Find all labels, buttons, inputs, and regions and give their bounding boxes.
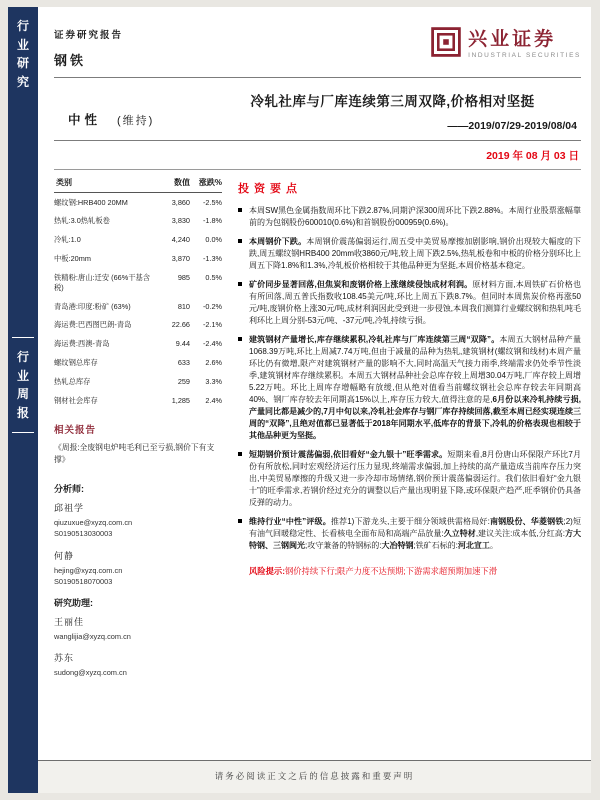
text-segment: 推荐1)下游龙头,主要于细分领域供需格局好:: [330, 517, 490, 526]
row-label: 海运费:西澳-青岛: [54, 339, 110, 349]
title-block: [54, 78, 581, 141]
table-row: [54, 372, 222, 391]
report-date: 2019 年 08 月 03 日: [54, 141, 581, 170]
brand-text: [468, 30, 581, 59]
row-change: 2.6%: [205, 358, 222, 368]
row-change: -1.3%: [202, 254, 222, 264]
rating-block: [54, 90, 204, 132]
left-column: [54, 172, 222, 760]
row-change: -2.1%: [202, 320, 222, 330]
row-change: 0.0%: [205, 235, 222, 245]
related-report-title: 《周报:全废钢电炉吨毛利已至亏损,钢价下有支撑》: [54, 443, 215, 465]
highlight-text: [249, 236, 581, 272]
highlight-item: [238, 205, 581, 229]
sidebar-top-block: [8, 7, 38, 91]
row-label: 螺纹钢总库存: [54, 358, 98, 368]
two-columns: [54, 172, 581, 760]
text-segment: 本周钢价震荡偏弱运行,周五受中美贸易摩擦加剧影响,钢价出现较大幅度的下跌,周五螺纹钢HRB400 20mm收3860元/吨,较上周下跌2.5%,热轧板卷和中板的价格分别环比上周五下降1.8%和1.3%,冷轧板价格相较于其他品种更为坚挺,本周价格基本稳定。: [249, 237, 581, 270]
brand-name-en: INDUSTRIAL SECURITIES: [468, 52, 581, 59]
rating-note: (维持): [117, 115, 155, 127]
sidebar-industry-research-label: 行业研究: [16, 19, 29, 89]
highlight-item: [238, 279, 581, 327]
bullet-square-icon: [238, 205, 249, 229]
analyst: [54, 501, 222, 539]
assistants-people: [54, 615, 222, 678]
bullet-square-icon: [238, 334, 249, 442]
report-body: [38, 7, 591, 760]
highlight-item: [238, 516, 581, 552]
row-label: 铁精粉:唐山:迁安 (66%干基含税): [54, 272, 151, 292]
row-value: 1,285: [171, 395, 190, 405]
text-segment: 维持行业“中性”评级。: [249, 517, 331, 526]
analyst-email: sudong@xyzq.com.cn: [54, 667, 127, 677]
highlight-item: [238, 449, 581, 509]
text-segment: 本周五大钢材品种产量1068.39万吨,环比上周减7.74万吨,但由于减量的品种为热轧,建筑钢材(螺纹钢和线材)本周产量环比仍有微增,限产对建筑钢材产量的影响不大,同时高温天气接力雨季,终端需求仍处季节性淡季,建筑钢材库存继续累积。本周五大钢材品种社会总库存较上周增30.04万吨,厂库存较上周增5.22万吨。环比上周库存增幅略有放缓,但从绝对值看当前螺纹钢社会总库存较去年同期高40%、钢厂库存较去年同期高15%以上,库存压力较大,值得注意的是,: [249, 335, 581, 404]
analyst-email: hejing@xyzq.com.cn: [54, 565, 123, 575]
report-page: [38, 7, 591, 793]
text-segment: 矿价同步显著回落,但焦炭和废钢价格上涨继续侵蚀成材利润。: [249, 280, 473, 289]
assistants-label: 研究助理:: [54, 597, 93, 608]
table-row: [54, 250, 222, 269]
rating-value: 中性: [68, 113, 102, 127]
col-header-change: 涨跌%: [198, 178, 222, 187]
sidebar-weekly-block: [12, 337, 34, 433]
col-header-value: 数值: [174, 178, 190, 187]
risk-text: 钢价持续下行;限产力度不达预期;下游需求超预期加速下滑: [284, 566, 497, 576]
header-left: [54, 27, 123, 69]
bullet-square-icon: [238, 236, 249, 272]
row-value: 9.44: [175, 339, 190, 349]
report-type-label: 证券研究报告: [54, 30, 124, 41]
price-table-header: [54, 172, 222, 193]
row-label: 冷轧:1.0: [54, 235, 81, 245]
text-segment: 河北宣工: [457, 541, 490, 550]
report-period: ——2019/07/29-2019/08/04: [447, 120, 577, 132]
text-segment: 南钢股份、华菱钢铁: [489, 517, 564, 526]
row-label: 中板:20mm: [54, 254, 91, 264]
text-segment: ;铁矿石标的:: [413, 541, 458, 550]
text-segment: 。: [489, 541, 498, 550]
text-segment: ;攻守兼备的特钢标的:: [305, 541, 382, 550]
table-row: [54, 391, 222, 410]
right-column: [238, 172, 581, 760]
sidebar-weekly-label: 行业周报: [16, 350, 29, 420]
table-row: [54, 354, 222, 373]
text-segment: ,建议关注:成本低,分红高:: [475, 529, 565, 538]
row-change: 0.5%: [205, 272, 222, 282]
highlight-item: [238, 334, 581, 442]
analyst-email: qiuzuxue@xyzq.com.cn: [54, 518, 133, 528]
row-label: 海运费:巴西图巴朗-青岛: [54, 320, 132, 330]
text-segment: 久立特材: [443, 529, 476, 538]
text-segment: 短期钢价预计震荡偏弱,依旧看好“金九银十”旺季需求。: [249, 450, 448, 459]
row-change: -2.4%: [202, 339, 222, 349]
price-table-body: [54, 193, 222, 410]
row-value: 3,860: [171, 197, 190, 207]
analysts-people: [54, 501, 222, 586]
row-label: 热轧:3.0热轧板卷: [54, 216, 110, 226]
table-row: [54, 212, 222, 231]
highlight-text: [249, 516, 581, 552]
table-row: [54, 316, 222, 335]
row-value: 985: [177, 272, 190, 282]
row-label: 螺纹钢:HRB400 20MM: [54, 197, 128, 207]
brand-logo-icon: [431, 27, 461, 62]
row-value: 4,240: [171, 235, 190, 245]
analyst-name: 王丽佳: [54, 616, 85, 627]
table-row: [54, 231, 222, 250]
text-segment: 短期来看,8月份唐山环保限产环比7月份有所放松,同时宏观经济运行压力显现,终端需求偏弱,加上持续的高产量造成当前库存压力突出,中美贸易摩擦的升级又进一步冷却市场情绪,钢价预计震荡偏弱运行。我们依旧看好“金九银十”的旺季需求,若钢价经过充分的调整以后产量出现明显下降,或环保限产趋严,旺季钢价仍具备反弹的动力。: [249, 450, 581, 507]
text-segment: 方大特钢、三钢闽光: [249, 529, 581, 550]
analyst: [54, 615, 222, 642]
row-label: 青岛港:印度:粉矿 (63%): [54, 301, 131, 311]
highlight-text: [249, 449, 581, 509]
text-segment: 原材料方面,本周铁矿石价格也有所回落,周五普氏指数收108.45美元/吨,环比上周五下跌8.7%。但同时本周焦炭价格再涨50元/吨,废钢价格上涨30元/吨,成材利润因此受到进一步侵蚀,本周我们测算行业螺纹钢和热轧吨毛利环比上周分别-53元/吨、-37元/吨,冷轧持续亏损。: [249, 280, 581, 325]
row-change: -2.5%: [202, 197, 222, 207]
table-row: [54, 335, 222, 354]
row-value: 22.66: [171, 320, 190, 330]
row-value: 633: [177, 358, 190, 368]
table-row: [54, 193, 222, 212]
related-reports-heading: 相关报告: [54, 425, 97, 437]
bullet-square-icon: [238, 449, 249, 509]
title-main: [204, 90, 581, 132]
brand-name-cn: 兴业证券: [468, 29, 557, 50]
row-change: -0.2%: [202, 301, 222, 311]
table-row: [54, 297, 222, 316]
row-change: 3.3%: [205, 376, 222, 386]
highlight-text: [249, 205, 581, 229]
text-segment: ;2)短有油气回暖稳定性、长看核电全面布局和高端产品放量:: [249, 517, 581, 538]
related-reports: [54, 422, 222, 466]
analyst-name: 苏东: [54, 652, 75, 663]
risk-label: 风险提示:: [249, 566, 285, 576]
report-title: 冷轧社库与厂库连续第三周双降,价格相对坚挺: [250, 94, 535, 109]
row-value: 3,870: [171, 254, 190, 264]
analyst: [54, 651, 222, 678]
highlight-text: [249, 334, 581, 442]
related-reports-list: [54, 442, 222, 466]
row-value: 810: [177, 301, 190, 311]
analyst-email: wanglijia@xyzq.com.cn: [54, 631, 131, 641]
text-segment: 本周SW黑色金属指数周环比下跌2.87%,同期沪深300周环比下跌2.88%。本周行业股票涨幅靠前的为包钢股份600010(0.6%)和首钢股份000959(0.6%)。: [249, 206, 581, 227]
industry-title: 钢铁: [54, 53, 87, 68]
highlights-list: [238, 205, 581, 559]
bullet-square-icon: [238, 279, 249, 327]
highlight-text: [249, 279, 581, 327]
analyst: [54, 549, 222, 587]
row-value: 259: [177, 376, 190, 386]
analysts-section: [54, 482, 222, 678]
text-segment: 大冶特钢: [381, 541, 414, 550]
col-header-category: 类别: [56, 178, 72, 187]
analysts-label: 分析师:: [54, 484, 84, 495]
row-label: 钢材社会库存: [54, 395, 98, 405]
report-header: [54, 27, 581, 78]
text-segment: 本周钢价下跌。: [249, 237, 307, 246]
row-change: -1.8%: [202, 216, 222, 226]
row-label: 热轧总库存: [54, 376, 91, 386]
row-value: 3,830: [171, 216, 190, 226]
analyst-name: 何静: [54, 550, 75, 561]
footer-disclaimer: 请务必阅读正文之后的信息披露和重要声明: [38, 760, 591, 793]
table-row: [54, 268, 222, 297]
bullet-square-icon: [238, 516, 249, 552]
risk-notice: [238, 565, 581, 577]
highlight-item: [238, 236, 581, 272]
text-segment: 建筑钢材产量增长,库存继续累积,冷轧社库与厂库连续第三周“双降”。: [249, 335, 500, 344]
analyst-cert: S0190518070003: [54, 576, 113, 586]
analyst-cert: S0190513030003: [54, 529, 113, 539]
brand-block: [431, 27, 581, 62]
analyst-name: 邱祖学: [54, 503, 85, 514]
highlights-heading: 投资要点: [238, 183, 302, 195]
left-sidebar: [8, 7, 38, 793]
row-change: 2.4%: [205, 395, 222, 405]
text-segment: 6月份以来冷轧持续亏损,产量同比都是减少的,7月中旬以来,冷轧社会库存与钢厂库存持续回落,截至本周已经实现连续三周的“双降”,且绝对值都已显著低于2018年同期水平,低库存的背景下,冷轧的价格表现也相较于其他品种更为坚挺。: [249, 395, 581, 440]
